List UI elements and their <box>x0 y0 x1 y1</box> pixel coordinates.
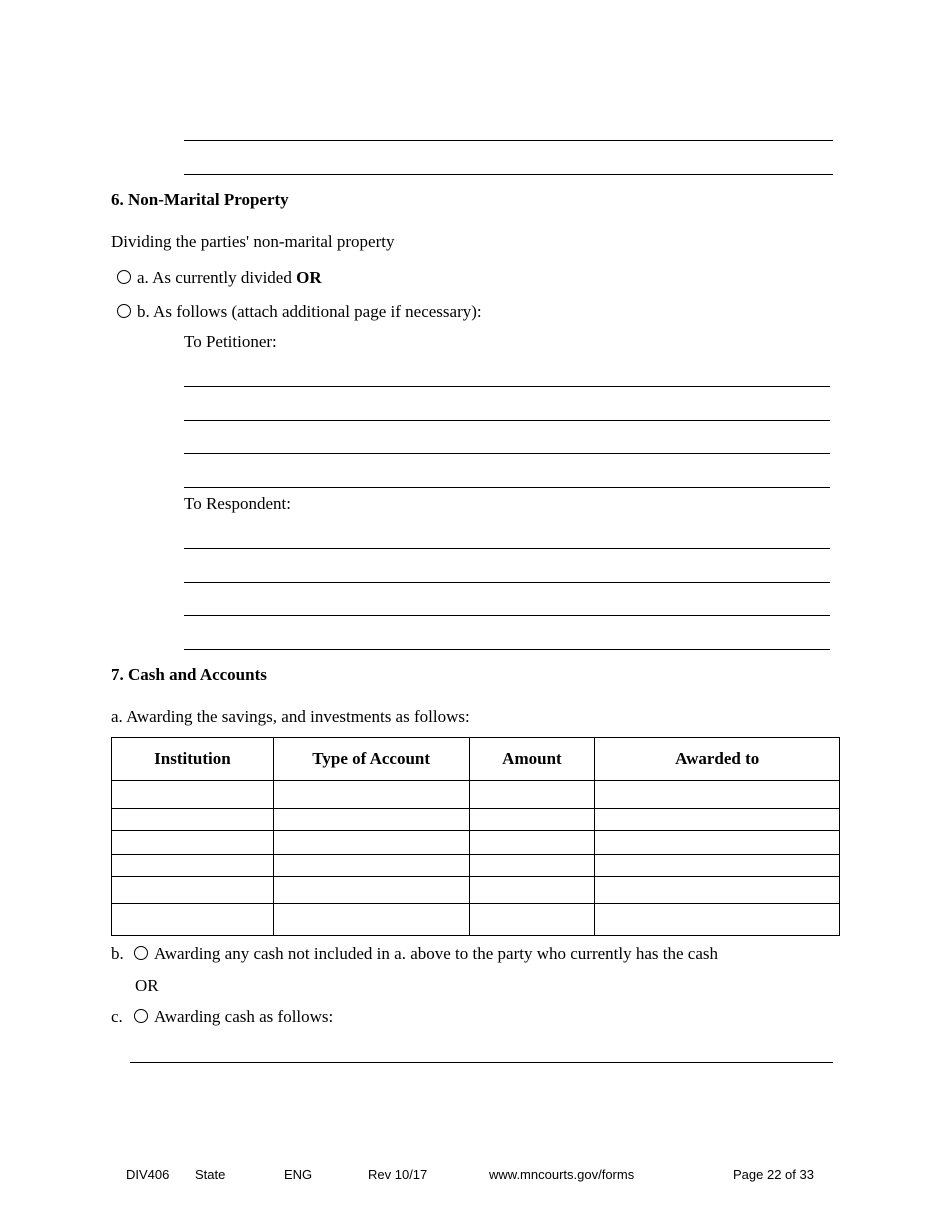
table-cell[interactable] <box>595 831 840 855</box>
footer-revision: Rev 10/17 <box>368 1167 428 1182</box>
radio-button-icon[interactable] <box>134 946 148 960</box>
footer-language: ENG <box>284 1167 313 1182</box>
table-cell[interactable] <box>595 809 840 831</box>
header-amount: Amount <box>469 738 595 781</box>
option-a-or: OR <box>296 268 322 287</box>
table-row <box>112 877 840 904</box>
table-cell[interactable] <box>469 877 595 904</box>
radio-button-icon[interactable] <box>117 304 131 318</box>
option-a-label: a. As currently divided <box>137 268 297 287</box>
cash-line[interactable] <box>130 1062 833 1063</box>
table-cell[interactable] <box>112 855 274 877</box>
cash-option-c-row[interactable] <box>134 1007 333 1027</box>
table-cell[interactable] <box>595 904 840 936</box>
table-cell[interactable] <box>112 877 274 904</box>
table-cell[interactable] <box>595 781 840 809</box>
table-cell[interactable] <box>273 904 469 936</box>
option-b-row[interactable] <box>117 302 482 322</box>
table-cell[interactable] <box>273 781 469 809</box>
table-cell[interactable] <box>595 877 840 904</box>
petitioner-line[interactable] <box>184 420 830 421</box>
radio-button-icon[interactable] <box>117 270 131 284</box>
header-type-of-account: Type of Account <box>273 738 469 781</box>
table-cell[interactable] <box>112 781 274 809</box>
table-cell[interactable] <box>273 831 469 855</box>
table-cell[interactable] <box>469 781 595 809</box>
or-label: OR <box>135 976 159 995</box>
section-6-heading: 6. Non-Marital Property <box>111 190 289 209</box>
table-cell[interactable] <box>273 809 469 831</box>
table-cell[interactable] <box>273 855 469 877</box>
table-cell[interactable] <box>469 904 595 936</box>
table-cell[interactable] <box>112 831 274 855</box>
table-cell[interactable] <box>595 855 840 877</box>
option-a-row[interactable] <box>117 268 322 288</box>
to-petitioner-label: To Petitioner: <box>184 332 277 351</box>
table-row <box>112 781 840 809</box>
table-cell[interactable] <box>469 855 595 877</box>
respondent-line[interactable] <box>184 582 830 583</box>
blank-line[interactable] <box>184 174 833 175</box>
petitioner-line[interactable] <box>184 386 830 387</box>
accounts-table <box>111 737 840 936</box>
table-cell[interactable] <box>469 809 595 831</box>
blank-line[interactable] <box>184 140 833 141</box>
section-7-heading: 7. Cash and Accounts <box>111 665 267 684</box>
option-b-label: b. As follows (attach additional page if necessary): <box>137 302 482 321</box>
to-respondent-label: To Respondent: <box>184 494 291 513</box>
header-institution: Institution <box>112 738 274 781</box>
table-row <box>112 855 840 877</box>
footer-website: www.mncourts.gov/forms <box>489 1167 635 1182</box>
table-cell[interactable] <box>112 809 274 831</box>
cash-option-c-label: Awarding cash as follows: <box>154 1007 334 1026</box>
respondent-line[interactable] <box>184 649 830 650</box>
respondent-line[interactable] <box>184 615 830 616</box>
table-header-row <box>112 738 840 781</box>
table-cell[interactable] <box>112 904 274 936</box>
radio-button-icon[interactable] <box>134 1009 148 1023</box>
respondent-line[interactable] <box>184 548 830 549</box>
footer-jurisdiction: State <box>195 1167 226 1182</box>
table-row <box>112 831 840 855</box>
header-awarded-to: Awarded to <box>595 738 840 781</box>
section-7-intro: a. Awarding the savings, and investments as follows: <box>111 707 470 726</box>
option-c-letter: c. <box>111 1007 123 1026</box>
table-cell[interactable] <box>469 831 595 855</box>
cash-option-b-row[interactable] <box>134 944 718 964</box>
table-cell[interactable] <box>273 877 469 904</box>
section-6-intro: Dividing the parties' non-marital property <box>111 232 395 251</box>
table-row <box>112 809 840 831</box>
option-b-letter: b. <box>111 944 124 963</box>
petitioner-line[interactable] <box>184 487 830 488</box>
petitioner-line[interactable] <box>184 453 830 454</box>
footer-page-number: Page 22 of 33 <box>733 1167 814 1182</box>
table-row <box>112 904 840 936</box>
cash-option-b-label: Awarding any cash not included in a. above to the party who currently has the cash <box>154 944 718 963</box>
footer-form-id: DIV406 <box>126 1167 170 1182</box>
